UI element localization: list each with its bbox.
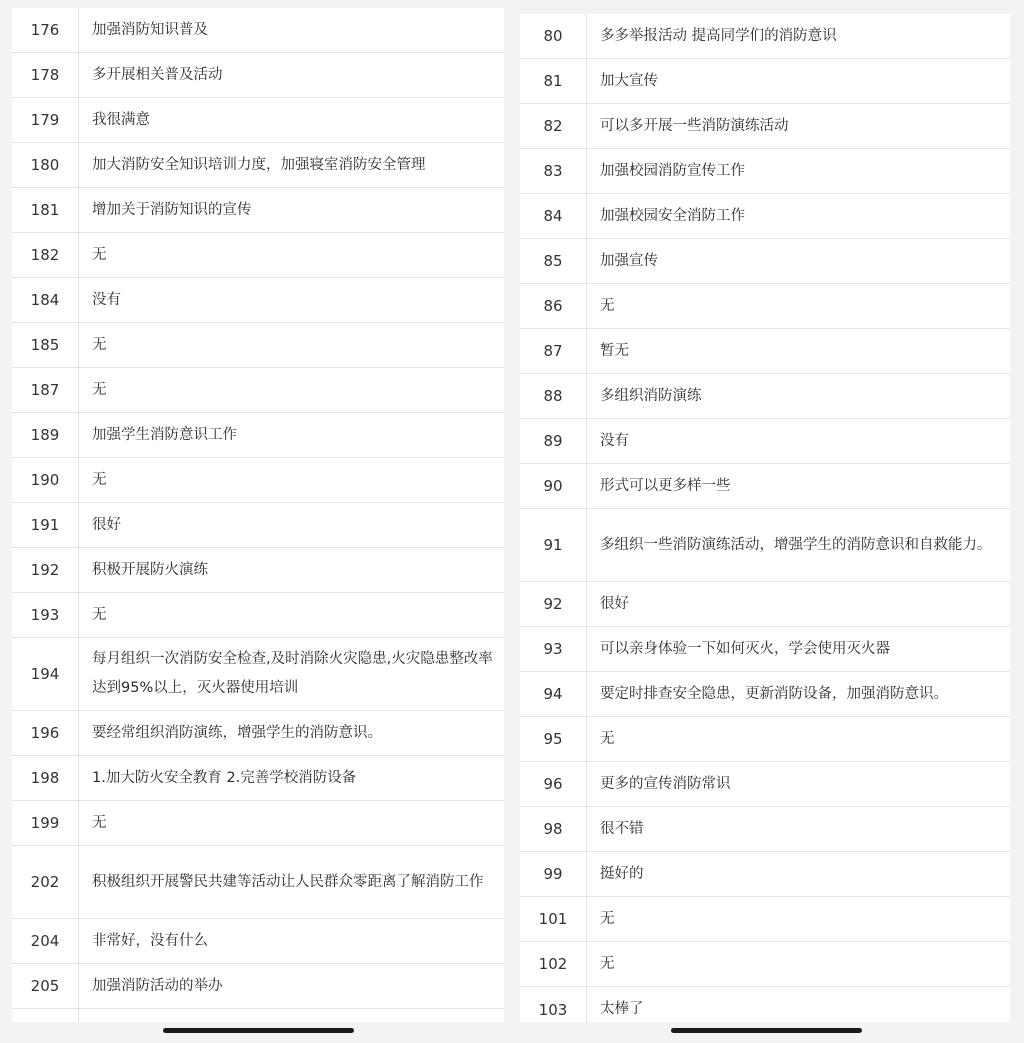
row-text: 挺好的 [600, 865, 644, 882]
row-text: 无 [600, 297, 615, 314]
row-text: 形式可以更多样一些 [600, 477, 731, 494]
row-number: 94 [520, 672, 587, 716]
row-text: 加强消防活动的举办 [92, 977, 223, 994]
row-number: 92 [520, 582, 587, 626]
row-text: 多组织一些消防演练活动，增强学生的消防意识和自救能力。 [600, 536, 992, 553]
row-text: 无 [600, 955, 615, 972]
row-text: 积极组织开展警民共建等活动让人民群众零距离了解消防工作 [92, 873, 484, 890]
table-row [12, 801, 504, 846]
row-text: 没有 [600, 432, 629, 449]
table-row [520, 762, 1010, 807]
table-row [12, 919, 504, 964]
table-row [520, 897, 1010, 942]
home-indicator-right[interactable] [671, 1028, 862, 1033]
row-number [12, 1009, 79, 1022]
table-row [520, 104, 1010, 149]
row-number: 198 [12, 756, 79, 800]
table-row [12, 638, 504, 711]
table-row [520, 14, 1010, 59]
row-text: 暂无 [600, 342, 629, 359]
row-number: 204 [12, 919, 79, 963]
table-row [520, 464, 1010, 509]
table-row [520, 509, 1010, 582]
table-row [520, 59, 1010, 104]
row-text: 增加关于消防知识的宣传 [92, 201, 252, 218]
row-number: 85 [520, 239, 587, 283]
table-row [12, 233, 504, 278]
row-text: 加强学生消防意识工作 [92, 426, 237, 443]
table-row [12, 964, 504, 1009]
row-text: 多组织消防演练 [600, 387, 702, 404]
table-row [12, 503, 504, 548]
table-row [520, 239, 1010, 284]
row-number: 103 [520, 987, 587, 1022]
row-text: 没有 [92, 291, 121, 308]
row-text: 1.加大防火安全教育 2.完善学校消防设备 [92, 769, 357, 786]
table-row [12, 756, 504, 801]
row-number: 82 [520, 104, 587, 148]
row-number: 192 [12, 548, 79, 592]
left-response-table [12, 8, 504, 1022]
table-row [12, 711, 504, 756]
table-row [520, 987, 1010, 1022]
row-text: 加大宣传 [600, 72, 658, 89]
row-text: 无 [92, 814, 107, 831]
row-text: 可以亲身体验一下如何灭火，学会使用灭火器 [600, 640, 890, 657]
row-text: 加强消防知识普及 [92, 21, 208, 38]
row-number: 81 [520, 59, 587, 103]
row-text: 多开展相关普及活动 [92, 66, 223, 83]
row-text: 每月组织一次消防安全检查,及时消除火灾隐患,火灾隐患整改率达到95%以上，灭火器使用培训 [92, 651, 493, 696]
table-row [520, 374, 1010, 419]
row-text: 无 [92, 381, 107, 398]
table-row [520, 582, 1010, 627]
table-row [520, 807, 1010, 852]
row-text: 积极开展防火演练 [92, 561, 208, 578]
table-row [520, 284, 1010, 329]
row-number: 179 [12, 98, 79, 142]
table-row [12, 458, 504, 503]
row-text: 更多的宣传消防常识 [600, 775, 731, 792]
row-number: 181 [12, 188, 79, 232]
row-number: 84 [520, 194, 587, 238]
table-row [520, 717, 1010, 762]
row-number: 99 [520, 852, 587, 896]
row-text: 无 [600, 910, 615, 927]
table-row [12, 413, 504, 458]
row-text: 太棒了 [600, 1001, 644, 1017]
row-number: 190 [12, 458, 79, 502]
row-number: 182 [12, 233, 79, 277]
row-text: 无 [92, 336, 107, 353]
row-number: 95 [520, 717, 587, 761]
row-number: 176 [12, 8, 79, 52]
row-number: 96 [520, 762, 587, 806]
row-number: 180 [12, 143, 79, 187]
row-number: 93 [520, 627, 587, 671]
row-text: 加强宣传 [600, 252, 658, 269]
table-row [12, 53, 504, 98]
table-row [12, 278, 504, 323]
row-number: 191 [12, 503, 79, 547]
row-text: 加大消防安全知识培训力度，加强寝室消防安全管理 [92, 156, 426, 173]
row-text: 无 [92, 246, 107, 263]
table-row [520, 419, 1010, 464]
table-row [520, 329, 1010, 374]
row-text: 无 [92, 606, 107, 623]
table-row [12, 368, 504, 413]
row-text: 加强校园安全消防工作 [600, 207, 745, 224]
table-row [520, 149, 1010, 194]
row-text: 可以多开展一些消防演练活动 [600, 117, 789, 134]
table-row [12, 593, 504, 638]
row-number: 185 [12, 323, 79, 367]
row-number: 202 [12, 846, 79, 918]
table-row [520, 852, 1010, 897]
row-number: 91 [520, 509, 587, 581]
table-row [12, 846, 504, 919]
row-number: 101 [520, 897, 587, 941]
table-row [12, 143, 504, 188]
table-row [520, 627, 1010, 672]
home-indicator-left[interactable] [163, 1028, 354, 1033]
row-number: 102 [520, 942, 587, 986]
row-text: 多多举报活动 提高同学们的消防意识 [600, 27, 837, 44]
row-text: 很好 [92, 516, 121, 533]
row-number: 89 [520, 419, 587, 463]
row-number: 194 [12, 638, 79, 710]
row-number: 189 [12, 413, 79, 457]
table-row [12, 323, 504, 368]
row-text: 要经常组织消防演练，增强学生的消防意识。 [92, 724, 382, 741]
row-number: 88 [520, 374, 587, 418]
row-number: 199 [12, 801, 79, 845]
row-number: 187 [12, 368, 79, 412]
row-text: 非常好，没有什么 [92, 932, 208, 949]
table-row [520, 194, 1010, 239]
row-number: 87 [520, 329, 587, 373]
row-text: 我很满意 [92, 111, 150, 128]
row-text: 加强校园消防宣传工作 [600, 162, 745, 179]
row-number: 178 [12, 53, 79, 97]
row-number: 196 [12, 711, 79, 755]
row-number: 80 [520, 14, 587, 58]
table-row [520, 942, 1010, 987]
row-text: 无 [600, 730, 615, 747]
table-row [12, 188, 504, 233]
table-row [12, 98, 504, 143]
row-number: 98 [520, 807, 587, 851]
row-text: 很好 [600, 595, 629, 612]
row-text: 无 [92, 471, 107, 488]
table-row [520, 672, 1010, 717]
table-row-partial [12, 1009, 504, 1022]
row-text: 要定时排查安全隐患，更新消防设备，加强消防意识。 [600, 685, 948, 702]
row-number: 90 [520, 464, 587, 508]
row-number: 83 [520, 149, 587, 193]
row-number: 193 [12, 593, 79, 637]
table-row [12, 548, 504, 593]
row-number: 205 [12, 964, 79, 1008]
right-response-table [520, 14, 1010, 1022]
row-text: 很不错 [600, 820, 644, 837]
table-row [12, 8, 504, 53]
row-number: 184 [12, 278, 79, 322]
row-number: 86 [520, 284, 587, 328]
